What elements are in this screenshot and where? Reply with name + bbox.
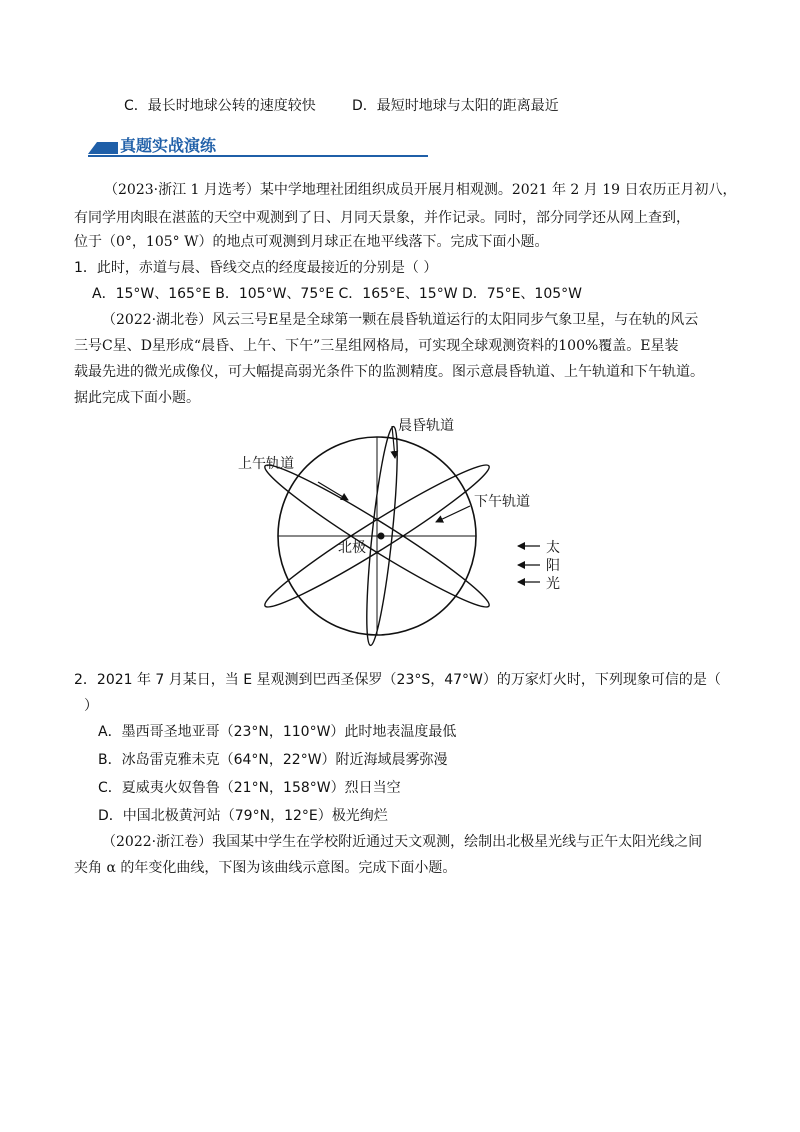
dawn-dusk-arrow [392, 426, 395, 458]
q2-option-b: B．冰岛雷克雅未克（64°N，22°W）附近海域晨雾弥漫 [98, 752, 448, 768]
label-sun-2: 阳 [546, 558, 560, 574]
option-c-prev: C．最长时地球公转的速度较快 [124, 98, 316, 114]
label-dawn-dusk: 晨昏轨道 [398, 418, 454, 434]
section-title: 真题实战演练 [120, 136, 217, 155]
q2-option-c: C．夏威夷火奴鲁鲁（21°N，158°W）烈日当空 [98, 780, 401, 796]
q3-intro-line: 夹角 α 的年变化曲线，下图为该曲线示意图。完成下面小题。 [74, 860, 457, 876]
q2-intro-line: （2022·湖北卷）风云三号E星是全球第一颗在晨昏轨道运行的太阳同步气象卫星，与在轨的风云 [102, 312, 699, 328]
q2-stem: 2．2021 年 7 月某日，当 E 星观测到巴西圣保罗（23°S，47°W）的万家灯火时，下列现象可信的是（ [74, 672, 721, 688]
north-pole-dot [378, 533, 385, 540]
morning-arrow [318, 482, 348, 500]
q1-stem: 1．此时，赤道与晨、昏线交点的经度最接近的分别是（ ） [74, 260, 438, 276]
section-header-icon [88, 142, 118, 154]
label-afternoon: 下午轨道 [474, 494, 530, 510]
section-rule [88, 155, 428, 157]
q2-option-d: D．中国北极黄河站（79°N，12°E）极光绚烂 [98, 808, 388, 824]
q2-intro-line: 载最先进的微光成像仪，可大幅提高弱光条件下的监测精度。图示意晨昏轨道、上午轨道和下午轨道。 [74, 364, 704, 380]
q1-intro-line: 有同学用肉眼在湛蓝的天空中观测到了日、月同天景象，并作记录。同时，部分同学还从网上查到， [74, 210, 690, 226]
q2-stem-close: ） [84, 698, 98, 714]
q1-options: A．15°W、165°E B．105°W、75°E C．165°E、15°W D．75°E、105°W [92, 286, 582, 302]
option-d-prev: D．最短时地球与太阳的距离最近 [352, 98, 559, 114]
afternoon-arrow [436, 506, 470, 522]
q2-intro-line: 据此完成下面小题。 [74, 390, 200, 406]
label-sun-3: 光 [546, 576, 560, 592]
label-north-pole: 北极 [338, 540, 366, 556]
q1-intro-line: 位于（0°，105° W）的地点可观测到月球正在地平线落下。完成下面小题。 [74, 234, 549, 250]
q2-option-a: A．墨西哥圣地亚哥（23°N，110°W）此时地表温度最低 [98, 724, 457, 740]
q1-intro-line: （2023·浙江 1 月选考）某中学地理社团组织成员开展月相观测。2021 年 2 月 19 日农历正月初八， [104, 182, 737, 198]
q3-intro-line: （2022·浙江卷）我国某中学生在学校附近通过天文观测，绘制出北极星光线与正午太阳光线之间 [102, 834, 703, 850]
orbit-diagram [230, 410, 580, 660]
q2-intro-line: 三号C星、D星形成“晨昏、上午、下午”三星组网格局，可实现全球观测资料的100%覆盖。E星装 [74, 338, 679, 354]
section-header [88, 136, 428, 158]
label-sun-1: 太 [546, 540, 560, 556]
label-morning: 上午轨道 [238, 456, 294, 472]
